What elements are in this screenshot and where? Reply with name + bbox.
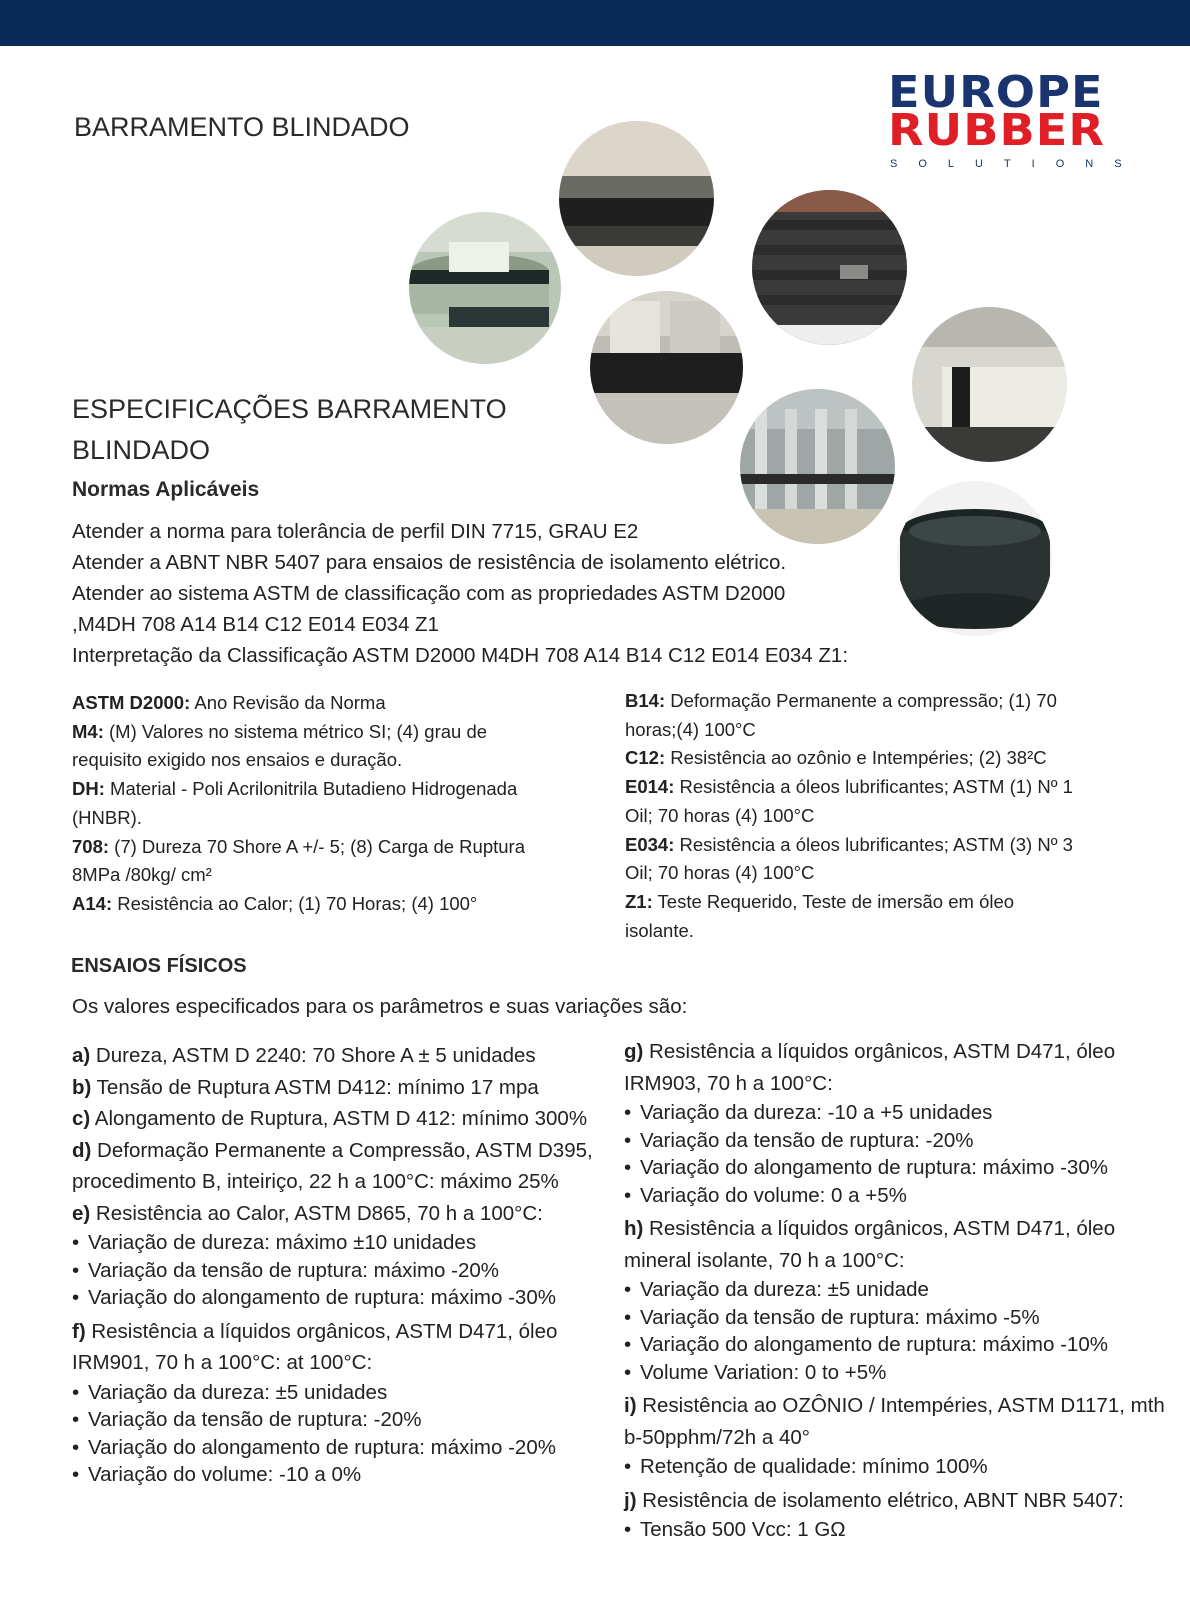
norm-line: Atender a norma para tolerância de perfil DIN 7715, GRAU E2: [72, 520, 639, 543]
astm-desc: Resistência ao ozônio e Intempéries; (2) 38²C: [665, 747, 1047, 769]
list-item: • Variação da dureza: ±5 unidades: [72, 1379, 602, 1407]
astm-entry: [72, 833, 552, 890]
astm-entry: [625, 773, 1075, 830]
test-code: c): [72, 1107, 91, 1130]
test-item: [72, 1316, 602, 1379]
test-code: f): [72, 1319, 86, 1343]
list-item: • Variação do alongamento de ruptura: máximo -10%: [624, 1331, 1184, 1359]
list-item: • Variação do alongamento de ruptura: máximo -30%: [72, 1284, 602, 1312]
astm-entry: [625, 687, 1075, 744]
test-item: [624, 1485, 1184, 1517]
specifications-title: ESPECIFICAÇÕES BARRAMENTO BLINDADO: [72, 394, 507, 465]
astm-codes-right: [625, 687, 1075, 945]
pipe-seal-photo: [912, 307, 1067, 462]
test-sublist: [624, 1516, 1184, 1544]
list-item: • Variação do volume: -10 a 0%: [72, 1461, 602, 1489]
logo-line-europe: EUROPE: [888, 67, 1104, 118]
norms-list: [72, 516, 972, 671]
tests-right-column: [624, 1036, 1184, 1548]
astm-desc: Resistência a óleos lubrificantes; ASTM (3) Nº 3 Oil; 70 horas (4) 100°C: [625, 833, 1073, 884]
test-desc: Resistência ao Calor, ASTM D865, 70 h a 100°C:: [90, 1201, 543, 1225]
top-banner: [0, 0, 1190, 46]
list-item: • Variação da tensão de ruptura: -20%: [72, 1406, 602, 1434]
gasket-closeup-photo: [752, 190, 907, 345]
test-item: [624, 1036, 1184, 1099]
logo-line-solutions: SOLUTIONS: [890, 158, 1143, 170]
norm-line: Atender ao sistema ASTM de classificação com as propriedades ASTM D2000: [72, 582, 786, 605]
test-code: g): [624, 1040, 644, 1063]
physical-tests-intro: Os valores especificados para os parâmetros e suas variações são:: [72, 995, 688, 1018]
test-desc: Tensão de Ruptura ASTM D412: mínimo 17 mpa: [91, 1075, 539, 1099]
test-sublist: [72, 1379, 602, 1489]
test-desc: Resistência a líquidos orgânicos, ASTM D471, óleo IRM903, 70 h a 100°C:: [624, 1040, 1116, 1095]
list-item: • Variação de dureza: máximo ±10 unidades: [72, 1229, 602, 1257]
test-code: b): [72, 1075, 92, 1099]
list-item: • Variação do alongamento de ruptura: máximo -30%: [624, 1154, 1184, 1182]
astm-desc: (M) Valores no sistema métrico SI; (4) grau de requisito exigido nos ensaios e duração.: [72, 720, 488, 771]
test-code: h): [624, 1217, 644, 1240]
test-desc: Deformação Permanente a Compressão, ASTM D395, procedimento B, inteiriço, 22 h a 100°C: máximo 25%: [72, 1138, 593, 1193]
astm-code: Z1:: [625, 890, 653, 912]
test-code: e): [72, 1201, 91, 1225]
test-item: [72, 1135, 602, 1198]
page-title: BARRAMENTO BLINDADO: [74, 112, 410, 142]
test-item: [72, 1072, 602, 1104]
astm-desc: Deformação Permanente a compressão; (1) 70 horas;(4) 100°C: [625, 690, 1057, 740]
norm-line: ,M4DH 708 A14 B14 C12 E014 E034 Z1: [72, 613, 439, 636]
astm-code: 708:: [72, 835, 110, 857]
astm-entry: [625, 744, 1075, 773]
test-code: i): [624, 1394, 637, 1417]
astm-entry: [72, 689, 552, 718]
norms-heading: Normas Aplicáveis: [72, 478, 260, 501]
astm-desc: Material - Poli Acrilonitrila Butadieno Hidrogenada (HNBR).: [72, 778, 518, 828]
astm-desc: Resistência ao Calor; (1) 70 Horas; (4) 100°: [112, 892, 478, 914]
list-item: • Volume Variation: 0 to +5%: [624, 1359, 1184, 1387]
astm-code: A14:: [72, 892, 113, 914]
test-desc: Dureza, ASTM D 2240: 70 Shore A ± 5 unidades: [90, 1044, 536, 1067]
norm-line: Interpretação da Classificação ASTM D2000 M4DH 708 A14 B14 C12 E014 E034 Z1:: [72, 644, 849, 667]
test-sublist: [624, 1099, 1184, 1209]
astm-desc: Ano Revisão da Norma: [190, 692, 386, 713]
astm-code: M4:: [72, 720, 104, 742]
test-sublist: [624, 1453, 1184, 1481]
astm-desc: Teste Requerido, Teste de imersão em óleo isolante.: [625, 890, 1015, 941]
list-item: • Variação da tensão de ruptura: -20%: [624, 1127, 1184, 1155]
busway-joint-photo: [409, 212, 561, 364]
astm-code: E014:: [625, 776, 675, 798]
astm-entry: [625, 888, 1075, 945]
test-desc: Resistência ao OZÔNIO / Intempéries, ASTM D1171, mth b-50pphm/72h a 40°: [624, 1394, 1165, 1449]
list-item: • Variação do volume: 0 a +5%: [624, 1182, 1184, 1210]
astm-desc: Resistência a óleos lubrificantes; ASTM (1) Nº 1 Oil; 70 horas (4) 100°C: [625, 776, 1073, 826]
test-item: [72, 1040, 602, 1072]
test-desc: Alongamento de Ruptura, ASTM D 412: mínimo 300%: [90, 1107, 588, 1130]
test-sublist: [72, 1229, 602, 1312]
test-item: [624, 1213, 1184, 1276]
test-code: a): [72, 1044, 91, 1067]
list-item: • Variação do alongamento de ruptura: máximo -20%: [72, 1434, 602, 1462]
astm-entry: [72, 775, 552, 832]
astm-desc: (7) Dureza 70 Shore A +/- 5; (8) Carga de Ruptura 8MPa /80kg/ cm²: [72, 835, 525, 886]
list-item: • Variação da dureza: -10 a +5 unidades: [624, 1099, 1184, 1127]
company-logo: [888, 67, 1143, 170]
list-item: • Variação da dureza: ±5 unidade: [624, 1276, 1184, 1304]
list-item: • Tensão 500 Vcc: 1 GΩ: [624, 1516, 1184, 1544]
list-item: • Variação da tensão de ruptura: máximo -5%: [624, 1304, 1184, 1332]
astm-code: DH:: [72, 778, 105, 800]
test-code: j): [624, 1488, 637, 1512]
test-code: d): [72, 1138, 92, 1162]
astm-code: C12:: [625, 747, 666, 769]
astm-code: ASTM D2000:: [72, 692, 191, 713]
rubber-seal-photo: [559, 121, 714, 276]
test-desc: Resistência a líquidos orgânicos, ASTM D471, óleo mineral isolante, 70 h a 100°C:: [624, 1217, 1116, 1272]
norm-line: Atender a ABNT NBR 5407 para ensaios de resistência de isolamento elétrico.: [72, 551, 787, 574]
astm-entry: [72, 718, 552, 775]
astm-entry: [625, 831, 1075, 888]
physical-tests-title: ENSAIOS FÍSICOS: [71, 955, 247, 977]
logo-line-rubber: RUBBER: [888, 105, 1105, 156]
test-desc: Resistência a líquidos orgânicos, ASTM D471, óleo IRM901, 70 h a 100°C: at 100°C:: [72, 1319, 558, 1374]
test-desc: Resistência de isolamento elétrico, ABNT NBR 5407:: [636, 1488, 1124, 1512]
astm-entry: [72, 890, 552, 919]
tests-left-column: [72, 1040, 602, 1493]
test-sublist: [624, 1276, 1184, 1386]
astm-code: B14:: [625, 690, 666, 711]
astm-code: E034:: [625, 833, 675, 855]
astm-codes-left: [72, 689, 552, 919]
test-item: [624, 1390, 1184, 1453]
test-item: [72, 1103, 602, 1135]
busway-duct-photo: [590, 291, 743, 444]
test-item: [72, 1198, 602, 1230]
list-item: • Retenção de qualidade: mínimo 100%: [624, 1453, 1184, 1481]
list-item: • Variação da tensão de ruptura: máximo -20%: [72, 1257, 602, 1285]
